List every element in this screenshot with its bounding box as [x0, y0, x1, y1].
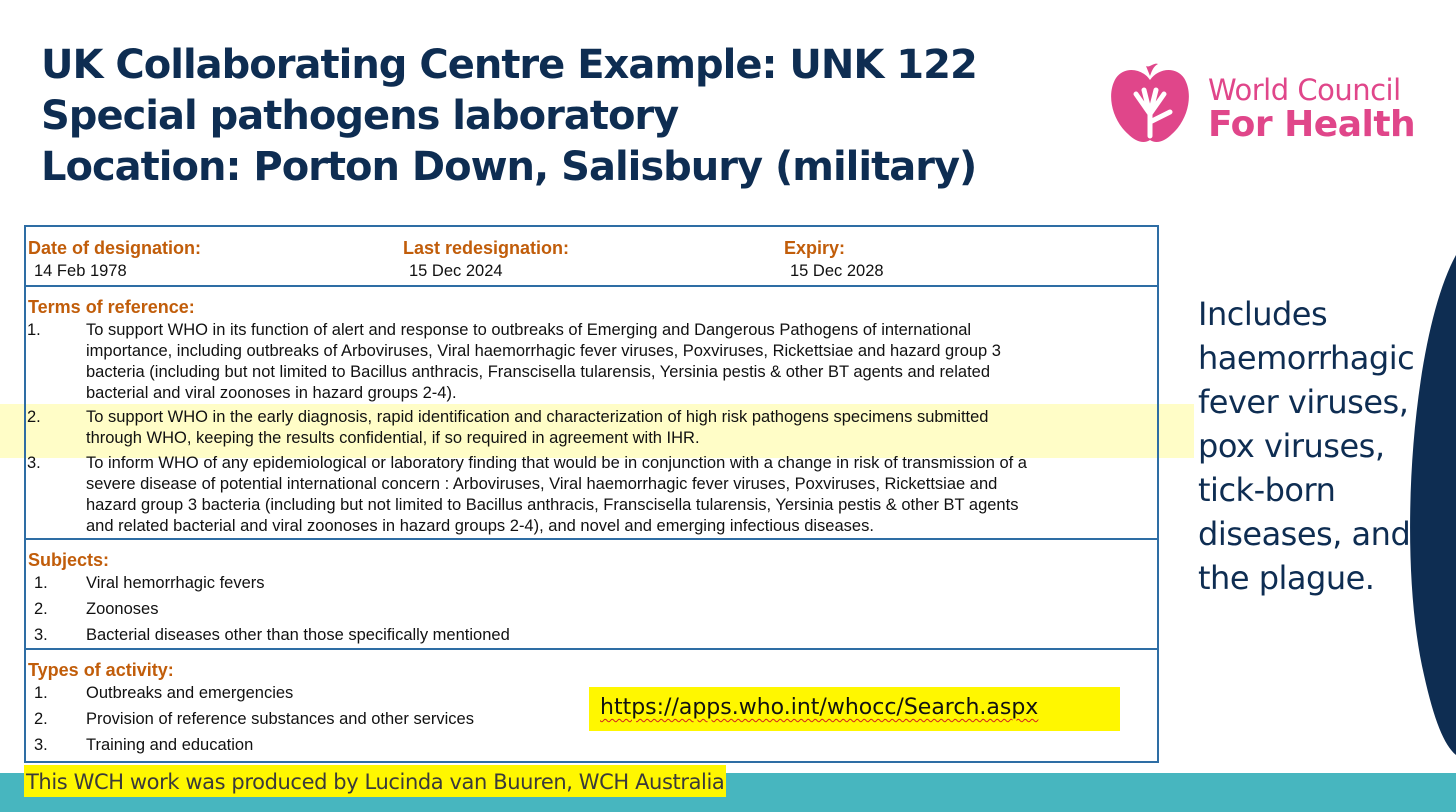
terms-item-line: To support WHO in its function of alert and response to outbreaks of Emerging and Dangerous Pathogens of international — [86, 321, 972, 339]
subject-item-number: 1. — [34, 574, 48, 592]
terms-item-number: 1. — [27, 321, 41, 339]
terms-item-line: To inform WHO of any epidemiological or laboratory finding that would be in conjunction with a change in risk of transmission of a — [86, 454, 1027, 472]
terms-item-number: 2. — [27, 408, 41, 426]
side-note-line: Includes — [1198, 295, 1328, 333]
subject-item-number: 2. — [34, 600, 48, 618]
subject-item-text: Bacterial diseases other than those specifically mentioned — [86, 626, 510, 644]
terms-item-line: To support WHO in the early diagnosis, rapid identification and characterization of high risk pathogens specimens submitted — [86, 408, 989, 426]
slide-title — [41, 40, 977, 193]
who-url-box — [589, 687, 1120, 731]
side-note-line: diseases, and — [1198, 515, 1411, 553]
terms-item-line: severe disease of potential international concern : Arboviruses, Viral haemorrhagic fever viruses, Poxviruses, Rickettsiae and — [86, 475, 998, 493]
activity-item-text: Provision of reference substances and other services — [86, 710, 474, 728]
terms-item-line: bacteria (including but not limited to Bacillus anthracis, Franscisella tularensis, Yersinia pestis & other BT agents and related — [86, 363, 991, 381]
footer-credit: This WCH work was produced by Lucinda van Buuren, WCH Australia — [24, 765, 726, 797]
terms-item-number: 3. — [27, 454, 41, 472]
side-note-line: haemorrhagic — [1198, 339, 1415, 377]
activity-item-text: Outbreaks and emergencies — [86, 684, 294, 702]
dates-section — [26, 227, 1157, 287]
expiry-value: 15 Dec 2028 — [790, 262, 884, 280]
wch-logo — [1106, 60, 1426, 150]
designation-label: Date of designation: — [28, 238, 202, 258]
terms-item-line: hazard group 3 bacteria (including but not limited to Bacillus anthracis, Franscisella tularensis, Yersinia pestis & other BT agents — [86, 496, 1019, 514]
side-note — [1198, 292, 1423, 600]
subjects-heading: Subjects: — [28, 550, 110, 570]
who-url-link[interactable]: https://apps.who.int/whocc/Search.aspx — [600, 695, 1039, 720]
subject-item-text: Zoonoses — [86, 600, 159, 618]
activity-item-number: 3. — [34, 736, 48, 754]
designation-value: 14 Feb 1978 — [34, 262, 127, 280]
title-line-1: UK Collaborating Centre Example: UNK 122 — [41, 42, 977, 88]
terms-section — [26, 287, 1157, 540]
expiry-label: Expiry: — [784, 238, 846, 258]
subject-item-text: Viral hemorrhagic fevers — [86, 574, 265, 592]
side-note-line: the plague. — [1198, 559, 1375, 597]
heart-hand-icon — [1106, 60, 1194, 148]
redesignation-value: 15 Dec 2024 — [409, 262, 503, 280]
terms-item-line: bacterial and viral zoonoses in hazard groups 2-4). — [86, 384, 457, 402]
logo-line-2: For Health — [1208, 104, 1416, 145]
terms-item-line: through WHO, keeping the results confidential, if so required in agreement with IHR. — [86, 429, 700, 447]
logo-line-1: World Council — [1208, 73, 1401, 107]
activity-item-text: Training and education — [86, 736, 254, 754]
title-line-3: Location: Porton Down, Salisbury (military) — [41, 144, 977, 190]
designation-document — [24, 225, 1159, 763]
subjects-section — [26, 540, 1157, 650]
side-note-line: pox viruses, — [1198, 427, 1385, 465]
activity-item-number: 2. — [34, 710, 48, 728]
terms-heading: Terms of reference: — [28, 297, 195, 317]
side-note-line: tick-born — [1198, 471, 1336, 509]
activity-item-number: 1. — [34, 684, 48, 702]
activity-heading: Types of activity: — [28, 660, 174, 680]
terms-item-line: importance, including outbreaks of Arboviruses, Viral haemorrhagic fever viruses, Poxviruses, Rickettsiae and hazard group 3 — [86, 342, 1001, 360]
redesignation-label: Last redesignation: — [403, 238, 570, 258]
terms-item-line: and related bacterial and viral zoonoses in hazard groups 2-4), and novel and emerging infectious diseases. — [86, 517, 874, 535]
subject-item-number: 3. — [34, 626, 48, 644]
side-note-line: fever viruses, — [1198, 383, 1409, 421]
title-line-2: Special pathogens laboratory — [41, 93, 679, 139]
